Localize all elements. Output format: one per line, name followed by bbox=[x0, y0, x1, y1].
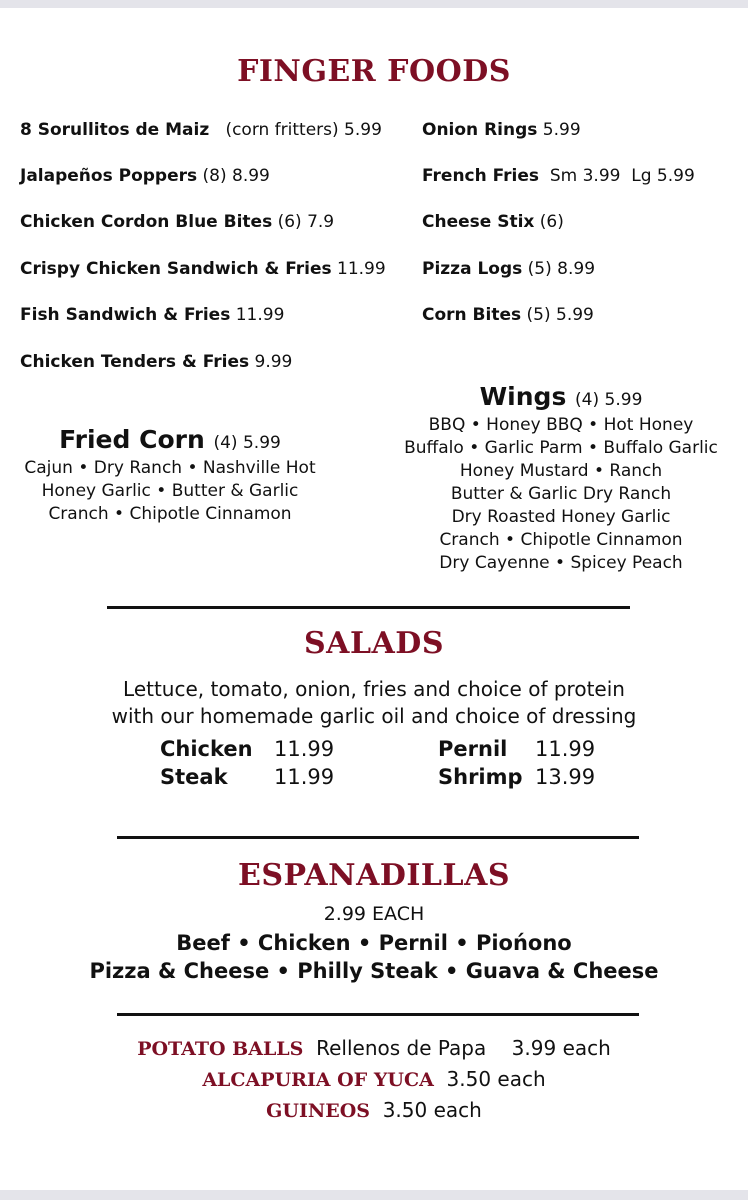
menu-item: Jalapeños Poppers (8) 8.99 bbox=[20, 166, 270, 186]
menu-item: French Fries Sm 3.99 Lg 5.99 bbox=[422, 166, 695, 186]
espanadillas-fillings: Beef • Chicken • Pernil • Piońono bbox=[176, 931, 572, 955]
fried-corn-title: Fried Corn (4) 5.99 bbox=[59, 425, 281, 454]
side-item: POTATO BALLS Rellenos de Papa 3.99 each bbox=[137, 1036, 611, 1060]
flavor-line: Honey Mustard • Ranch bbox=[459, 461, 663, 481]
salad-item: Shrimp 13.99 bbox=[438, 765, 596, 789]
divider bbox=[107, 606, 630, 609]
salad-item: Steak 11.99 bbox=[160, 765, 335, 789]
fried-corn-block bbox=[10, 425, 330, 526]
salad-description: Lettuce, tomato, onion, fries and choice of protein with our homemade garlic oil and choice of dressing bbox=[111, 677, 637, 728]
espanadillas-fillings: Pizza & Cheese • Philly Steak • Guava & Cheese bbox=[89, 959, 659, 983]
flavor-line: Honey Garlic • Butter & Garlic bbox=[41, 481, 299, 501]
flavor-line: Buffalo • Garlic Parm • Buffalo Garlic bbox=[404, 438, 718, 458]
flavor-line: Cranch • Chipotle Cinnamon bbox=[439, 530, 683, 550]
salad-item: Pernil 11.99 bbox=[438, 737, 596, 761]
flavor-line: Dry Roasted Honey Garlic bbox=[451, 507, 671, 527]
divider bbox=[117, 836, 639, 839]
side-item: GUINEOS 3.50 each bbox=[266, 1098, 482, 1122]
menu-item: Onion Rings 5.99 bbox=[422, 120, 581, 140]
flavor-line: Dry Cayenne • Spicey Peach bbox=[439, 553, 683, 573]
menu-item: 8 Sorullitos de Maiz (corn fritters) 5.99 bbox=[20, 120, 382, 140]
salads-heading: SALADS bbox=[304, 626, 444, 661]
wings-title: Wings (4) 5.99 bbox=[479, 382, 643, 411]
menu-item: Corn Bites (5) 5.99 bbox=[422, 305, 594, 325]
bottom-bar bbox=[0, 1190, 748, 1200]
flavor-line: Butter & Garlic Dry Ranch bbox=[450, 484, 672, 504]
divider bbox=[117, 1013, 639, 1016]
flavor-line: Cranch • Chipotle Cinnamon bbox=[48, 504, 292, 524]
flavor-line: BBQ • Honey BBQ • Hot Honey bbox=[428, 415, 694, 435]
menu-item: Chicken Cordon Blue Bites (6) 7.9 bbox=[20, 212, 335, 232]
top-bar bbox=[0, 0, 748, 8]
finger-foods-heading: FINGER FOODS bbox=[237, 54, 511, 89]
menu-item: Pizza Logs (5) 8.99 bbox=[422, 259, 596, 279]
salad-item: Chicken 11.99 bbox=[160, 737, 335, 761]
espanadillas-price: 2.99 EACH bbox=[323, 903, 425, 925]
flavor-line: Cajun • Dry Ranch • Nashville Hot bbox=[24, 458, 316, 478]
menu-item: Cheese Stix (6) bbox=[422, 212, 564, 232]
espanadillas-heading: ESPANADILLAS bbox=[237, 858, 511, 893]
menu-item: Crispy Chicken Sandwich & Fries 11.99 bbox=[20, 259, 386, 279]
wings-block bbox=[395, 382, 727, 575]
side-item: ALCAPURIA OF YUCA 3.50 each bbox=[202, 1067, 546, 1091]
menu-item: Chicken Tenders & Fries 9.99 bbox=[20, 352, 293, 372]
menu-item: Fish Sandwich & Fries 11.99 bbox=[20, 305, 285, 325]
